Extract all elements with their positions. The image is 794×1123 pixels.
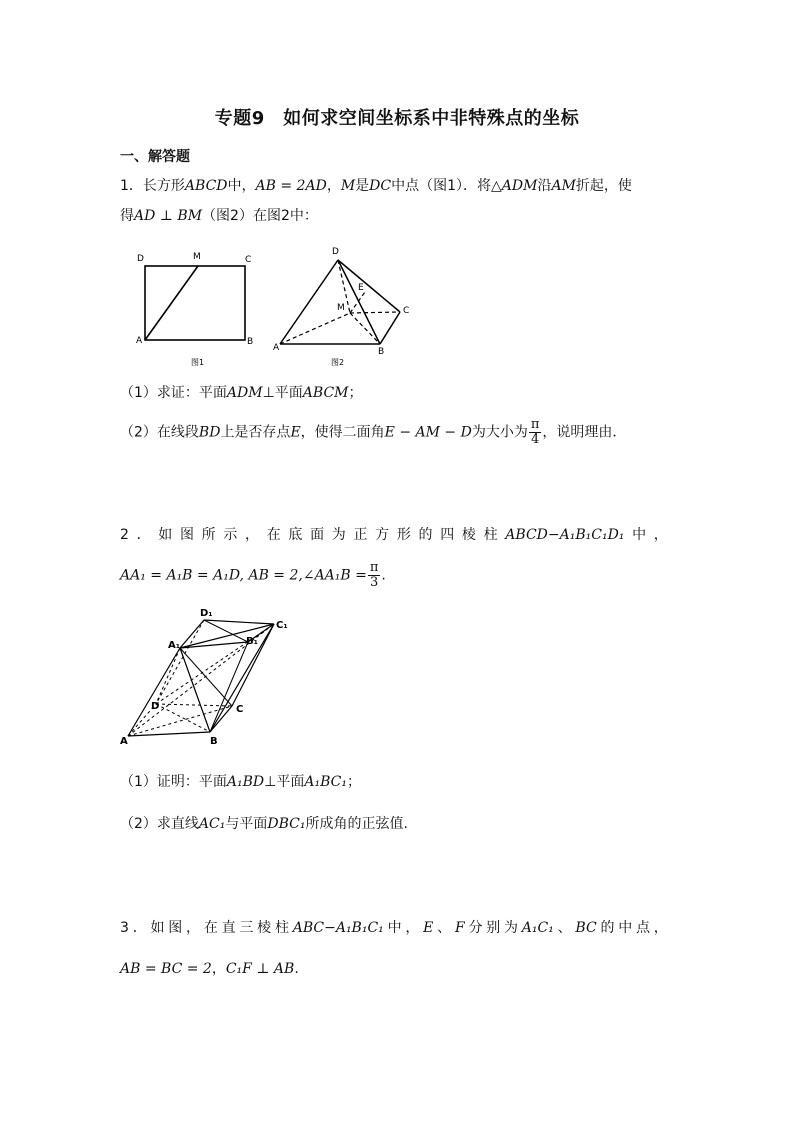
q2-char: 所 — [201, 527, 216, 543]
q3-char: 棱 — [257, 920, 272, 936]
q3-char: 分 — [468, 920, 483, 936]
q1-point-e: E — [290, 424, 301, 441]
q2-char: 2 — [120, 527, 129, 543]
q1-text: ⊥平面 — [262, 385, 303, 401]
q1-plane: ABCM — [302, 385, 349, 401]
q2-text: . — [381, 567, 386, 584]
q3-char: 中 — [618, 920, 633, 936]
q2-text: （1）证明：平面 — [120, 774, 227, 790]
q2-text: ⊥平面 — [264, 774, 305, 790]
q3-char: ， — [405, 920, 420, 936]
page-title: 专题9 如何求空间坐标系中非特殊点的坐标 — [214, 108, 580, 129]
q3-char: 在 — [203, 920, 218, 936]
q2-char: 如 — [158, 527, 173, 543]
q1-line-1 — [120, 176, 632, 196]
q2-char: 方 — [375, 527, 390, 543]
prism-hidden-edge — [156, 620, 204, 704]
q3-char: 直 — [221, 920, 236, 936]
q2-char: 中 — [632, 527, 647, 543]
q2-text: 与平面 — [225, 816, 268, 832]
q3-char: 、 — [557, 920, 572, 936]
q2-char: ， — [653, 527, 668, 543]
prism-label-c: C — [236, 704, 244, 715]
q1-text: 沿 — [537, 178, 552, 194]
q3-condition: C₁F ⊥ AB — [225, 961, 295, 977]
prism-edge — [180, 648, 210, 732]
q3-char: 为 — [504, 920, 518, 936]
fig2-hidden-edge — [350, 313, 380, 344]
fig1-label-d: D — [137, 254, 144, 264]
q1-figure-1 — [130, 248, 260, 373]
q1-rect-name: ABCD — [184, 178, 228, 194]
fig2-edge — [380, 312, 400, 344]
q2-char: 柱 — [483, 527, 498, 543]
q3-point-f: F — [454, 920, 465, 936]
q2-char: 四 — [440, 527, 455, 543]
q2-plane: DBC₁ — [267, 816, 306, 832]
prism-edge — [210, 706, 232, 732]
q1-text: （图2）在图2中： — [202, 208, 318, 224]
q3-char: 、 — [437, 920, 452, 936]
q1-point-m: M — [340, 178, 356, 194]
fig2-label-b: B — [378, 347, 385, 357]
q1-text: （2）在线段 — [120, 424, 199, 441]
q3-condition: AB = BC = 2 — [120, 961, 212, 977]
q3-point-e: E — [423, 920, 434, 936]
q2-char: 底 — [288, 527, 303, 543]
fig2-label-e: E — [358, 283, 364, 293]
q3-char: 三 — [239, 920, 254, 936]
q3-segment: BC — [575, 920, 597, 936]
fig1-label-b: B — [247, 337, 254, 347]
section-heading: 一、解答题 — [120, 149, 190, 165]
q2-fraction-den: 3 — [370, 575, 379, 590]
q2-char: 形 — [396, 527, 411, 543]
q1-text: 上是否存点 — [220, 424, 291, 441]
fig1-label-a: A — [136, 336, 143, 346]
fig2-label-m: M — [337, 303, 345, 313]
q1-text: ， — [326, 178, 341, 194]
fig2-hidden-edge — [350, 312, 400, 313]
prism-edge — [128, 648, 180, 736]
fig1-fold-line — [145, 266, 198, 340]
fig2-edge — [338, 260, 400, 312]
q3-char: ， — [186, 920, 201, 936]
q2-fraction — [368, 561, 381, 590]
q1-text: ； — [348, 385, 363, 401]
q1-text: （1）求证：平面 — [120, 385, 227, 401]
q1-segment: AM — [551, 178, 576, 194]
q2-char: 的 — [418, 527, 433, 543]
q2-char: 在 — [266, 527, 281, 543]
q1-fraction-num: π — [530, 417, 540, 432]
fig1-caption: 图1 — [191, 358, 205, 367]
q3-char: 如 — [150, 920, 165, 936]
q1-text: 1．长方形 — [120, 178, 185, 194]
prism-edge — [180, 648, 232, 706]
prism-label-c1: C₁ — [276, 620, 288, 631]
q2-line-1 — [120, 525, 668, 545]
q3-line-2 — [120, 959, 299, 979]
q1-perp: AD ⊥ BM — [134, 208, 203, 224]
q1-text: ，说明理由． — [542, 424, 627, 441]
q1-fraction — [529, 418, 542, 447]
q1-text: 为大小为 — [471, 424, 528, 441]
fig1-label-c: C — [245, 255, 252, 265]
q3-char: 的 — [600, 920, 615, 936]
prism-label-d1: D₁ — [200, 608, 213, 619]
prism-label-b: B — [210, 736, 218, 747]
q1-line-2 — [120, 206, 318, 226]
q2-line-2 — [120, 561, 386, 590]
q3-prism-name: ABC−A₁B₁C₁ — [292, 920, 384, 936]
q1-equation: AB = 2AD — [255, 178, 327, 194]
q2-prism-name: ABCD−A₁B₁C₁D₁ — [505, 527, 625, 543]
q1-part-1 — [120, 383, 363, 403]
q3-text: . — [294, 961, 299, 977]
q1-part-2 — [120, 418, 626, 447]
q1-dihedral-angle: E − AM − D — [384, 424, 472, 441]
q1-text: 折起，使 — [575, 178, 632, 194]
q3-char: ． — [132, 920, 147, 936]
fig2-edge — [338, 260, 380, 344]
prism-edge — [204, 620, 248, 642]
q1-text: 中， — [227, 178, 256, 194]
fig1-label-m: M — [193, 252, 201, 262]
q2-char: 示 — [223, 527, 238, 543]
q3-char: ， — [653, 920, 668, 936]
q3-segment: A₁C₁ — [521, 920, 554, 936]
q3-char: 别 — [486, 920, 501, 936]
q2-char: 正 — [353, 527, 368, 543]
q1-text: 中点（图1）．将△ — [391, 178, 502, 194]
q3-char: 点 — [636, 920, 650, 936]
q2-line-name: AC₁ — [198, 816, 226, 832]
fig1-rectangle — [145, 266, 245, 340]
q2-char: ． — [136, 527, 151, 543]
q2-text: 所成角的正弦值. — [305, 816, 408, 832]
q2-part-1 — [120, 772, 361, 792]
prism-label-a: A — [120, 736, 128, 747]
q3-char: 图 — [168, 920, 183, 936]
prism-label-d: D — [151, 701, 160, 712]
q3-line-1 — [120, 918, 668, 938]
q2-plane: A₁BC₁ — [304, 774, 347, 790]
q1-figure-2 — [270, 240, 420, 370]
prism-label-b1: B₁ — [246, 636, 259, 647]
fig2-label-d: D — [332, 247, 339, 257]
prism-edge — [180, 620, 204, 648]
prism-edge — [210, 624, 274, 732]
q2-char: 棱 — [461, 527, 476, 543]
q1-segment: DC — [369, 178, 392, 194]
q2-plane: A₁BD — [226, 774, 265, 790]
q2-condition: AA₁ = A₁B = A₁D, AB = 2,∠AA₁B = — [120, 567, 367, 584]
fig2-label-a: A — [273, 343, 280, 353]
q3-char: 柱 — [274, 920, 289, 936]
q1-segment: BD — [198, 424, 221, 441]
prism-edge — [204, 620, 274, 624]
fig2-caption: 图2 — [331, 358, 345, 367]
q3-char: 中 — [387, 920, 402, 936]
fig2-label-c: C — [403, 306, 410, 316]
q2-text: ； — [346, 774, 361, 790]
q2-char: 为 — [331, 527, 346, 543]
q3-char: 3 — [120, 920, 129, 936]
q1-plane: ADM — [226, 385, 263, 401]
q2-char: 图 — [179, 527, 194, 543]
prism-label-a1: A₁ — [168, 640, 181, 651]
q1-fraction-den: 4 — [530, 432, 540, 447]
q2-text: （2）求直线 — [120, 816, 199, 832]
q2-figure-prism — [118, 602, 298, 752]
q2-part-2 — [120, 814, 408, 834]
q1-text: 得 — [120, 208, 134, 224]
q2-char: ， — [245, 527, 260, 543]
q2-char: 面 — [310, 527, 325, 543]
q2-fraction-num: π — [369, 560, 379, 575]
q1-text: ，使得二面角 — [300, 424, 385, 441]
q1-text: 是 — [355, 178, 370, 194]
q3-text: ， — [211, 961, 226, 977]
q1-triangle: ADM — [501, 178, 538, 194]
